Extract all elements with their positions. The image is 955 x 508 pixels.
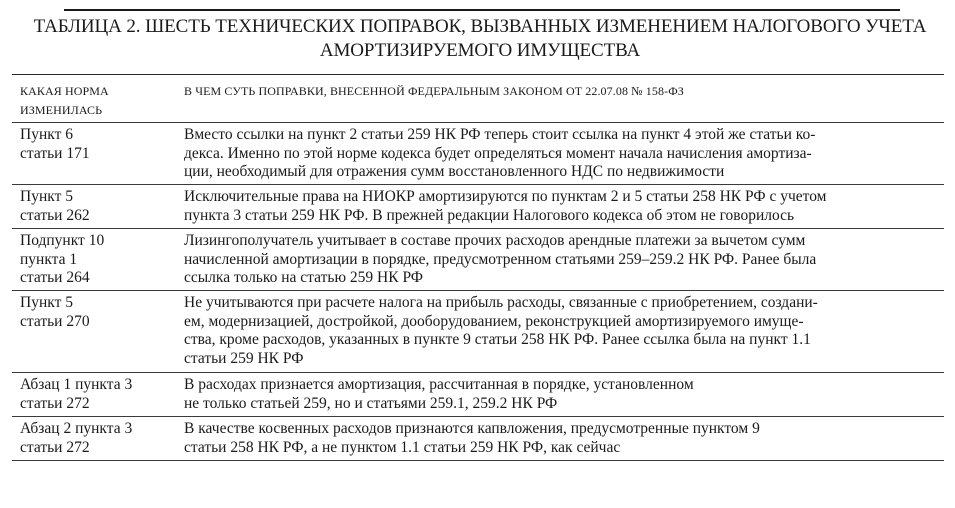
essence-line: В расходах признается амортизация, рассчитанная в порядке, установленном	[184, 376, 694, 393]
essence-line: декса. Именно по этой норме кодекса будет определяться момент начала начисления амортиза-	[184, 144, 812, 162]
table-row	[12, 229, 944, 291]
norm-line: статьи 270	[20, 312, 90, 330]
essence-line: ства, кроме расходов, указанных в пункте 9 статьи 258 НК РФ. Ранее ссылка была на пункт 1.1	[184, 331, 811, 348]
essence-line: В качестве косвенных расходов признаются капвложения, предусмотренные пунктом 9	[184, 420, 760, 437]
essence-line: статьи 258 НК РФ, а не пунктом 1.1 статьи 259 НК РФ, как сейчас	[184, 438, 621, 456]
table-title	[20, 15, 940, 63]
norm-cell	[12, 373, 182, 416]
essence-line: Лизингополучатель учитывает в составе прочих расходов арендные платежи за вычетом сумм	[184, 232, 806, 249]
essence-line: ем, модернизацией, достройкой, дооборудованием, реконструкцией амортизируемого имуще-	[184, 312, 804, 330]
header-essence-line-1: В ЧЕМ СУТЬ ПОПРАВКИ, ВНЕСЕННОЙ ФЕДЕРАЛЬНЫМ ЗАКОНОМ ОТ 22.07.08 № 158-ФЗ	[184, 84, 684, 98]
essence-line: начисленной амортизации в порядке, предусмотренном статьями 259–259.2 НК РФ. Ранее была	[184, 250, 817, 268]
title-top-rule	[64, 9, 900, 11]
essence-line: Исключительные права на НИОКР амортизируются по пунктам 2 и 5 статьи 258 НК РФ с учетом	[184, 188, 827, 205]
norm-cell	[12, 185, 182, 228]
norm-cell	[12, 123, 182, 184]
norm-line: пункта 1	[20, 250, 78, 268]
norm-cell	[12, 229, 182, 290]
norm-line: Пункт 5	[20, 188, 73, 205]
essence-line: ции, необходимый для отражения сумм восстановленного НДС по недвижимости	[184, 163, 725, 180]
norm-line: Подпункт 10	[20, 232, 105, 249]
essence-line: статьи 259 НК РФ	[184, 349, 304, 367]
amendments-table	[12, 74, 944, 461]
essence-line: Не учитываются при расчете налога на прибыль расходы, связанные с приобретением, создани-	[184, 294, 818, 311]
table-header-row	[12, 75, 944, 123]
essence-cell	[182, 229, 944, 290]
header-norm	[12, 82, 182, 122]
norm-line: статьи 171	[20, 144, 90, 162]
header-norm-line-2: ИЗМЕНИЛАСЬ	[20, 103, 103, 117]
norm-line: Абзац 2 пункта 3	[20, 420, 133, 437]
norm-cell	[12, 417, 182, 460]
norm-line: Пункт 5	[20, 294, 73, 311]
essence-cell	[182, 291, 944, 372]
header-essence	[182, 82, 944, 122]
header-norm-line-1: КАКАЯ НОРМА	[20, 84, 109, 98]
norm-line: статьи 264	[20, 269, 90, 286]
table-row	[12, 291, 944, 373]
table-row	[12, 373, 944, 417]
essence-line: ссылка только на статью 259 НК РФ	[184, 269, 424, 286]
essence-line: пункта 3 статьи 259 НК РФ. В прежней редакции Налогового кодекса об этом не говорилось	[184, 206, 795, 224]
essence-line: Вместо ссылки на пункт 2 статьи 259 НК РФ теперь стоит ссылка на пункт 4 этой же статьи ко-	[184, 126, 816, 143]
table-title-line-2: АМОРТИЗИРУЕМОГО ИМУЩЕСТВА	[319, 40, 641, 61]
norm-line: статьи 272	[20, 438, 90, 456]
table-row	[12, 185, 944, 229]
essence-cell	[182, 123, 944, 184]
table-row	[12, 417, 944, 461]
essence-cell	[182, 373, 944, 416]
essence-line: не только статьей 259, но и статьями 259.1, 259.2 НК РФ	[184, 394, 558, 412]
norm-cell	[12, 291, 182, 372]
norm-line: Пункт 6	[20, 126, 73, 143]
norm-line: статьи 272	[20, 394, 90, 412]
essence-cell	[182, 185, 944, 228]
norm-line: Абзац 1 пункта 3	[20, 376, 133, 393]
table-title-line-1: ТАБЛИЦА 2. ШЕСТЬ ТЕХНИЧЕСКИХ ПОПРАВОК, ВЫЗВАННЫХ ИЗМЕНЕНИЕМ НАЛОГОВОГО УЧЕТА	[33, 16, 927, 37]
essence-cell	[182, 417, 944, 460]
norm-line: статьи 262	[20, 206, 90, 224]
table-row	[12, 123, 944, 185]
